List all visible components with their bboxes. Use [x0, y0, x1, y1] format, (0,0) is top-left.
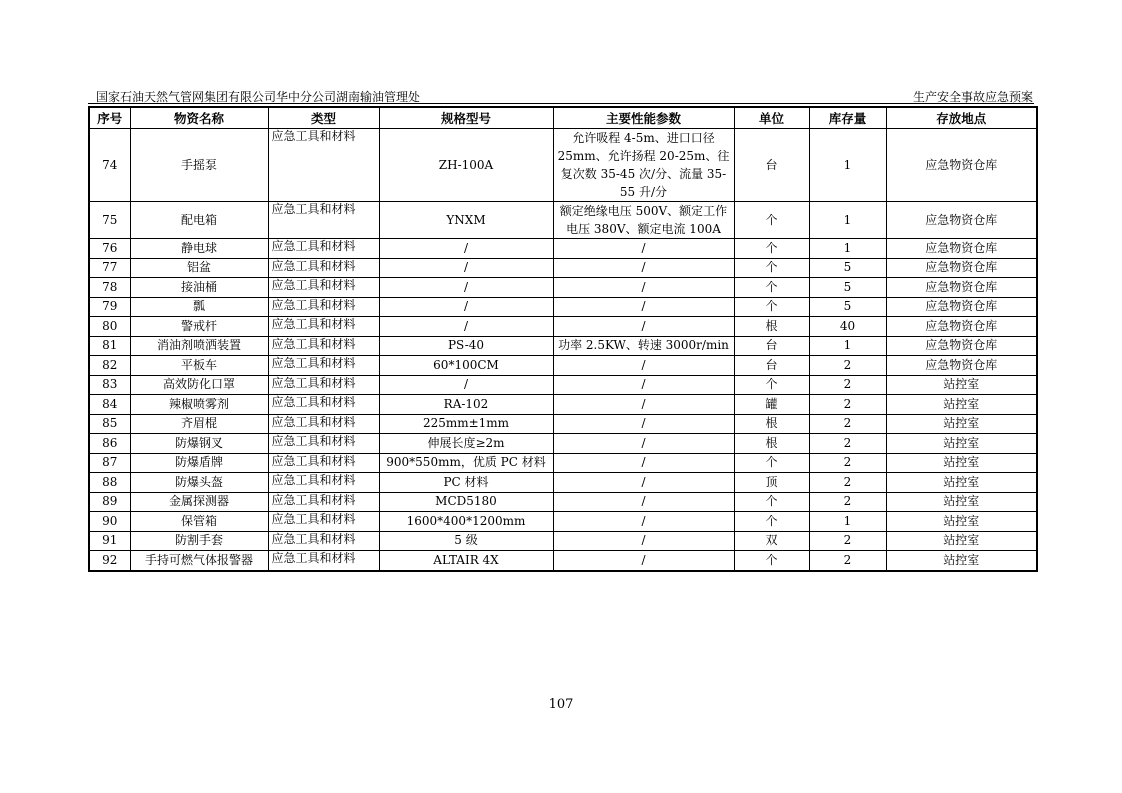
item-params: / — [553, 434, 734, 454]
header-document-title: 生产安全事故应急预案 — [912, 90, 1033, 104]
item-name: 消油剂喷洒装置 — [130, 336, 268, 356]
item-quantity: 1 — [809, 129, 886, 202]
table-row — [89, 336, 1037, 356]
item-model: 伸展长度≥2m — [379, 434, 553, 454]
item-model: 1600*400*1200mm — [379, 512, 553, 532]
item-type: 应急工具和材料 — [268, 414, 379, 434]
item-quantity: 2 — [809, 395, 886, 415]
item-location: 站控室 — [886, 395, 1037, 415]
item-model: ALTAIR 4X — [379, 551, 553, 571]
item-type: 应急工具和材料 — [268, 473, 379, 493]
item-location: 应急物资仓库 — [886, 202, 1037, 239]
item-params: / — [553, 375, 734, 395]
item-location: 应急物资仓库 — [886, 356, 1037, 376]
item-unit: 个 — [734, 375, 809, 395]
item-params: 额定绝缘电压 500V、额定工作电压 380V、额定电流 100A — [553, 202, 734, 239]
item-unit: 根 — [734, 414, 809, 434]
item-name: 防爆头盔 — [130, 473, 268, 493]
item-type: 应急工具和材料 — [268, 317, 379, 337]
row-number: 85 — [89, 414, 130, 434]
table-row — [89, 512, 1037, 532]
item-name: 保管箱 — [130, 512, 268, 532]
item-model: / — [379, 375, 553, 395]
item-location: 站控室 — [886, 531, 1037, 551]
item-unit: 台 — [734, 356, 809, 376]
item-unit: 个 — [734, 278, 809, 298]
row-number: 91 — [89, 531, 130, 551]
table-row — [89, 531, 1037, 551]
item-unit: 个 — [734, 239, 809, 259]
item-params: / — [553, 239, 734, 259]
item-unit: 台 — [734, 336, 809, 356]
row-number: 86 — [89, 434, 130, 454]
item-params: / — [553, 473, 734, 493]
table-row — [89, 258, 1037, 278]
page-number: 107 — [548, 697, 574, 712]
row-number: 81 — [89, 336, 130, 356]
table-row — [89, 278, 1037, 298]
item-model: / — [379, 278, 553, 298]
table-row — [89, 317, 1037, 337]
item-type: 应急工具和材料 — [268, 434, 379, 454]
item-type: 应急工具和材料 — [268, 375, 379, 395]
item-type: 应急工具和材料 — [268, 492, 379, 512]
table-header-row — [89, 107, 1037, 129]
item-name: 静电球 — [130, 239, 268, 259]
header-organization: 国家石油天然气管网集团有限公司华中分公司湖南输油管理处 — [96, 90, 421, 104]
table-row — [89, 434, 1037, 454]
column-header: 库存量 — [809, 107, 886, 129]
column-header: 单位 — [734, 107, 809, 129]
item-unit: 个 — [734, 512, 809, 532]
item-name: 齐眉棍 — [130, 414, 268, 434]
item-name: 铝盆 — [130, 258, 268, 278]
item-type: 应急工具和材料 — [268, 356, 379, 376]
item-quantity: 1 — [809, 336, 886, 356]
item-unit: 根 — [734, 317, 809, 337]
row-number: 75 — [89, 202, 130, 239]
item-location: 站控室 — [886, 434, 1037, 454]
item-model: / — [379, 297, 553, 317]
table-row — [89, 356, 1037, 376]
item-name: 手持可燃气体报警器 — [130, 551, 268, 571]
item-params: / — [553, 414, 734, 434]
item-quantity: 2 — [809, 453, 886, 473]
item-location: 站控室 — [886, 551, 1037, 571]
item-location: 站控室 — [886, 492, 1037, 512]
item-unit: 个 — [734, 202, 809, 239]
table-row — [89, 202, 1037, 239]
emergency-supplies-table — [88, 106, 1038, 572]
item-params: 允许吸程 4-5m、进口口径 25mm、允许扬程 20-25m、往复次数 35-45 次/分、流量 35-55 升/分 — [553, 129, 734, 202]
item-unit: 双 — [734, 531, 809, 551]
item-name: 配电箱 — [130, 202, 268, 239]
item-location: 应急物资仓库 — [886, 258, 1037, 278]
item-params: / — [553, 258, 734, 278]
item-unit: 个 — [734, 453, 809, 473]
item-type: 应急工具和材料 — [268, 239, 379, 259]
row-number: 84 — [89, 395, 130, 415]
row-number: 90 — [89, 512, 130, 532]
item-model: YNXM — [379, 202, 553, 239]
row-number: 89 — [89, 492, 130, 512]
row-number: 78 — [89, 278, 130, 298]
item-type: 应急工具和材料 — [268, 336, 379, 356]
item-quantity: 5 — [809, 258, 886, 278]
item-unit: 台 — [734, 129, 809, 202]
table-row — [89, 395, 1037, 415]
item-model: ZH-100A — [379, 129, 553, 202]
item-location: 站控室 — [886, 512, 1037, 532]
item-quantity: 2 — [809, 356, 886, 376]
item-location: 站控室 — [886, 453, 1037, 473]
table-row — [89, 129, 1037, 202]
item-type: 应急工具和材料 — [268, 551, 379, 571]
item-unit: 罐 — [734, 395, 809, 415]
item-name: 辣椒喷雾剂 — [130, 395, 268, 415]
table-row — [89, 375, 1037, 395]
item-params: / — [553, 492, 734, 512]
table-row — [89, 239, 1037, 259]
item-quantity: 1 — [809, 239, 886, 259]
item-name: 平板车 — [130, 356, 268, 376]
row-number: 77 — [89, 258, 130, 278]
item-params: 功率 2.5KW、转速 3000r/min — [553, 336, 734, 356]
item-type: 应急工具和材料 — [268, 512, 379, 532]
item-model: MCD5180 — [379, 492, 553, 512]
item-params: / — [553, 356, 734, 376]
item-location: 站控室 — [886, 375, 1037, 395]
item-quantity: 2 — [809, 531, 886, 551]
column-header: 序号 — [89, 107, 130, 129]
item-name: 手摇泵 — [130, 129, 268, 202]
table-row — [89, 551, 1037, 571]
item-name: 防爆钢叉 — [130, 434, 268, 454]
item-model: 5 级 — [379, 531, 553, 551]
table-row — [89, 473, 1037, 493]
item-params: / — [553, 278, 734, 298]
item-type: 应急工具和材料 — [268, 278, 379, 298]
row-number: 76 — [89, 239, 130, 259]
item-quantity: 2 — [809, 492, 886, 512]
item-model: PC 材料 — [379, 473, 553, 493]
item-type: 应急工具和材料 — [268, 395, 379, 415]
item-params: / — [553, 551, 734, 571]
item-type: 应急工具和材料 — [268, 129, 379, 202]
item-name: 警戒杆 — [130, 317, 268, 337]
item-model: 225mm±1mm — [379, 414, 553, 434]
header-divider — [88, 103, 1034, 104]
row-number: 82 — [89, 356, 130, 376]
item-unit: 个 — [734, 492, 809, 512]
column-header: 类型 — [268, 107, 379, 129]
item-model: PS-40 — [379, 336, 553, 356]
item-location: 应急物资仓库 — [886, 239, 1037, 259]
item-params: / — [553, 317, 734, 337]
item-name: 金属探测器 — [130, 492, 268, 512]
table-row — [89, 453, 1037, 473]
item-location: 应急物资仓库 — [886, 336, 1037, 356]
table-row — [89, 492, 1037, 512]
row-number: 87 — [89, 453, 130, 473]
item-name: 高效防化口罩 — [130, 375, 268, 395]
item-params: / — [553, 395, 734, 415]
row-number: 88 — [89, 473, 130, 493]
item-name: 接油桶 — [130, 278, 268, 298]
item-location: 应急物资仓库 — [886, 278, 1037, 298]
item-location: 应急物资仓库 — [886, 317, 1037, 337]
item-params: / — [553, 512, 734, 532]
table-row — [89, 297, 1037, 317]
item-unit: 顶 — [734, 473, 809, 493]
row-number: 74 — [89, 129, 130, 202]
item-location: 应急物资仓库 — [886, 129, 1037, 202]
item-location: 站控室 — [886, 473, 1037, 493]
row-number: 83 — [89, 375, 130, 395]
item-quantity: 2 — [809, 551, 886, 571]
item-model: / — [379, 239, 553, 259]
item-model: RA-102 — [379, 395, 553, 415]
column-header: 主要性能参数 — [553, 107, 734, 129]
item-type: 应急工具和材料 — [268, 531, 379, 551]
column-header: 规格型号 — [379, 107, 553, 129]
item-quantity: 1 — [809, 512, 886, 532]
item-location: 应急物资仓库 — [886, 297, 1037, 317]
column-header: 物资名称 — [130, 107, 268, 129]
item-model: 60*100CM — [379, 356, 553, 376]
item-params: / — [553, 531, 734, 551]
table-row — [89, 414, 1037, 434]
item-type: 应急工具和材料 — [268, 453, 379, 473]
item-quantity: 40 — [809, 317, 886, 337]
column-header: 存放地点 — [886, 107, 1037, 129]
item-unit: 个 — [734, 551, 809, 571]
item-name: 瓢 — [130, 297, 268, 317]
item-quantity: 2 — [809, 473, 886, 493]
item-name: 防割手套 — [130, 531, 268, 551]
item-unit: 根 — [734, 434, 809, 454]
item-quantity: 5 — [809, 278, 886, 298]
item-type: 应急工具和材料 — [268, 258, 379, 278]
item-quantity: 1 — [809, 202, 886, 239]
row-number: 92 — [89, 551, 130, 571]
item-params: / — [553, 297, 734, 317]
item-unit: 个 — [734, 258, 809, 278]
row-number: 80 — [89, 317, 130, 337]
item-model: / — [379, 317, 553, 337]
item-type: 应急工具和材料 — [268, 297, 379, 317]
item-type: 应急工具和材料 — [268, 202, 379, 239]
item-params: / — [553, 453, 734, 473]
item-location: 站控室 — [886, 414, 1037, 434]
item-model: 900*550mm，优质 PC 材料 — [379, 453, 553, 473]
item-quantity: 2 — [809, 375, 886, 395]
row-number: 79 — [89, 297, 130, 317]
item-model: / — [379, 258, 553, 278]
item-quantity: 2 — [809, 414, 886, 434]
item-quantity: 2 — [809, 434, 886, 454]
item-name: 防爆盾牌 — [130, 453, 268, 473]
item-unit: 个 — [734, 297, 809, 317]
item-quantity: 5 — [809, 297, 886, 317]
